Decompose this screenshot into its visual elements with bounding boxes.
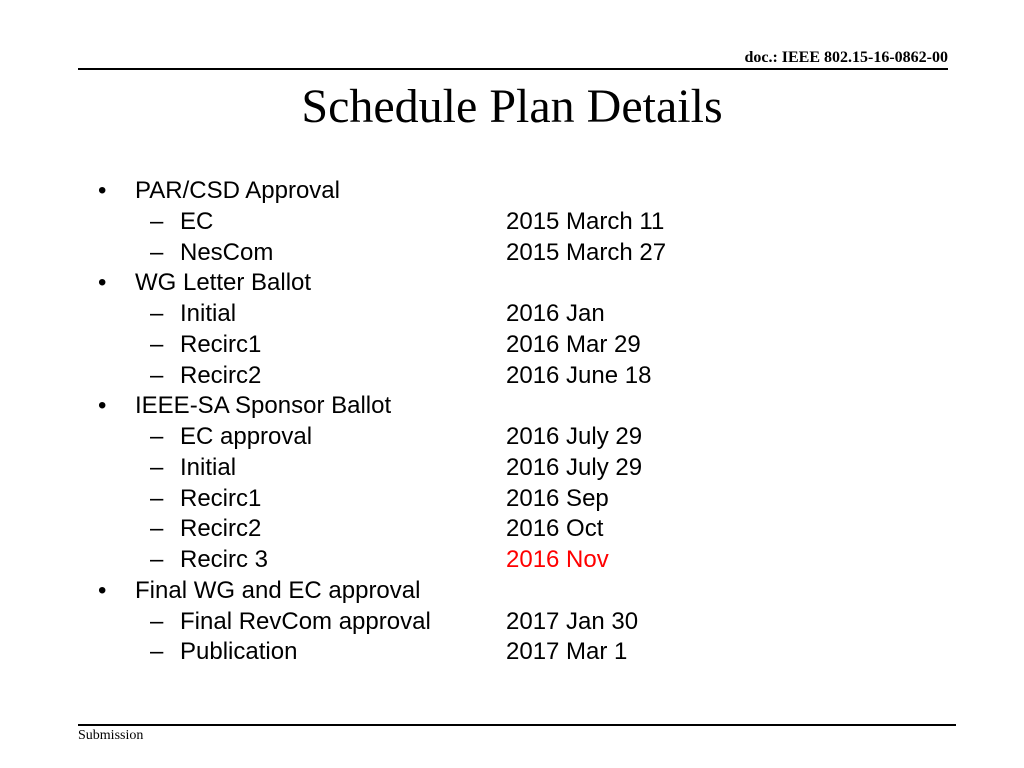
milestone-item: [0, 514, 1024, 545]
milestone-date: 2016 Jan: [506, 300, 605, 327]
milestone-item: [0, 422, 1024, 453]
milestone-date: 2016 Sep: [506, 484, 609, 512]
milestone-label: Initial: [180, 453, 237, 481]
dash-icon: –: [150, 607, 164, 635]
milestone-item: [0, 484, 1024, 515]
slide-title: Schedule Plan Details: [301, 80, 723, 133]
milestone-date: 2017 Jan 30: [506, 607, 639, 635]
milestone-item: [0, 238, 1024, 269]
dash-icon: –: [150, 330, 164, 358]
milestone-label: EC approval: [180, 423, 313, 450]
milestone-label: Final RevCom approval: [180, 607, 431, 635]
dash-icon: –: [150, 515, 164, 543]
section-label: PAR/CSD Approval: [135, 177, 340, 204]
milestone-item: [0, 453, 1024, 484]
milestone-date: 2016 July 29: [506, 423, 643, 450]
milestone-label: Publication: [180, 638, 298, 666]
milestone-date: 2016 Oct: [506, 515, 604, 543]
bullet-icon: •: [98, 269, 107, 297]
milestone-date: 2015 March 27: [506, 238, 667, 266]
milestone-label: EC: [180, 207, 214, 235]
milestone-item: [0, 207, 1024, 238]
header-divider: [78, 68, 948, 70]
milestone-item: [0, 607, 1024, 638]
footer-label: Submission: [78, 728, 144, 743]
milestone-label: Recirc2: [180, 515, 262, 543]
milestone-label: Recirc1: [180, 484, 262, 512]
dash-icon: –: [150, 546, 164, 573]
dash-icon: –: [150, 361, 164, 389]
bullet-icon: •: [98, 576, 107, 604]
milestone-label: NesCom: [180, 238, 274, 266]
document-id: doc.: IEEE 802.15-16-0862-00: [744, 49, 948, 66]
milestone-item: [0, 361, 1024, 392]
schedule-section: [0, 176, 1024, 207]
bullet-icon: •: [98, 177, 107, 204]
section-label: Final WG and EC approval: [135, 576, 421, 604]
footer-divider: [78, 724, 956, 726]
dash-icon: –: [150, 207, 164, 235]
dash-icon: –: [150, 423, 164, 450]
milestone-item: [0, 637, 1024, 668]
milestone-label: Recirc2: [180, 361, 262, 389]
milestone-date: 2016 Mar 29: [506, 330, 641, 358]
dash-icon: –: [150, 238, 164, 266]
milestone-label: Recirc1: [180, 330, 262, 358]
schedule-list: [0, 176, 1024, 668]
bullet-icon: •: [98, 392, 107, 420]
milestone-date: 2015 March 11: [506, 207, 665, 235]
milestone-label: Recirc 3: [180, 546, 269, 573]
milestone-date: 2016 June 18: [506, 361, 652, 389]
section-label: WG Letter Ballot: [135, 269, 312, 297]
dash-icon: –: [150, 453, 164, 481]
milestone-date: 2017 Mar 1: [506, 638, 628, 666]
milestone-item: [0, 545, 1024, 576]
schedule-section: [0, 391, 1024, 422]
milestone-item: [0, 330, 1024, 361]
dash-icon: –: [150, 484, 164, 512]
dash-icon: –: [150, 300, 164, 327]
milestone-date: 2016 Nov: [506, 546, 609, 573]
schedule-section: [0, 576, 1024, 607]
section-label: IEEE-SA Sponsor Ballot: [135, 392, 392, 420]
milestone-label: Initial: [180, 300, 237, 327]
milestone-date: 2016 July 29: [506, 453, 643, 481]
schedule-section: [0, 268, 1024, 299]
dash-icon: –: [150, 638, 164, 666]
milestone-item: [0, 299, 1024, 330]
